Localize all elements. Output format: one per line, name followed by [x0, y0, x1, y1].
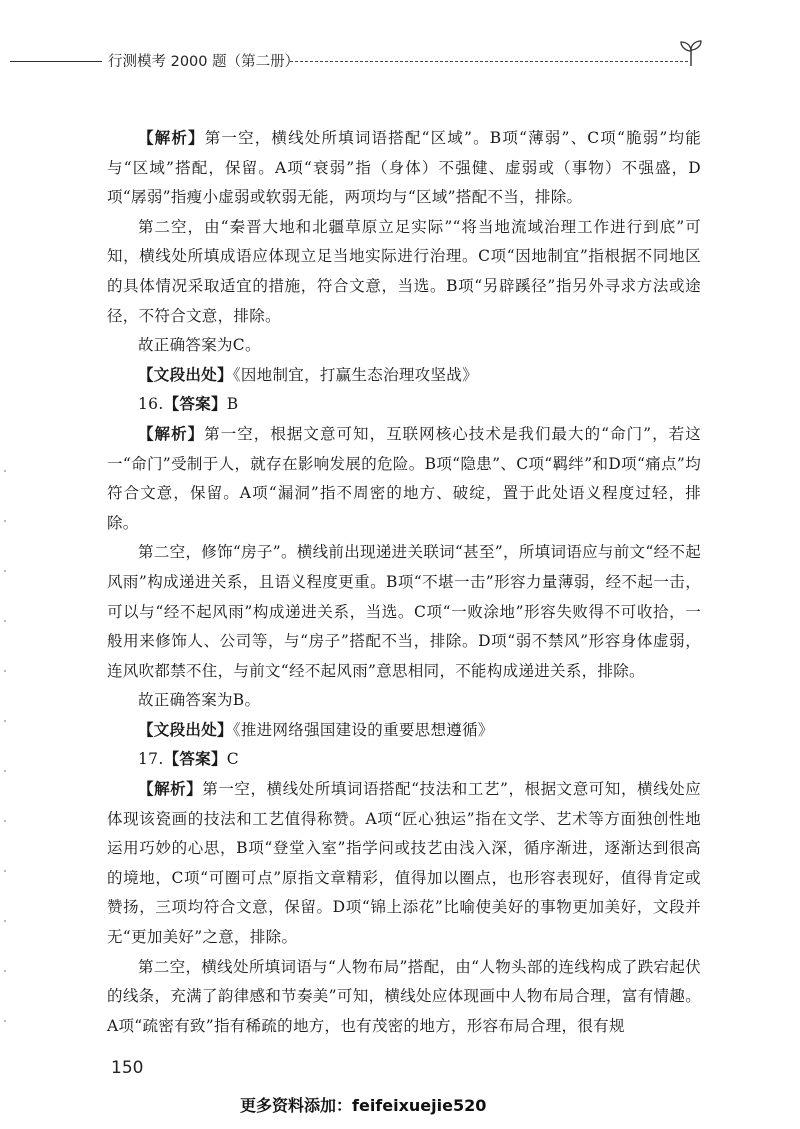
question-number: 17.: [138, 750, 164, 769]
question-number: 16.: [138, 395, 164, 414]
paragraph: [107, 213, 701, 331]
paragraph-text: 《推进网络强国建设的重要思想遵循》: [232, 720, 494, 739]
header-rule-left: [10, 61, 102, 62]
paragraph-text: 第一空，横线处所填词语搭配“技法和工艺”，根据文意可知，横线处应体现该瓷画的技法和工艺值得称赞。A项“匠心独运”指在文学、艺术等方面独创性地运用巧妙的心思，B项“登堂入室”指学问或技艺由浅入深，循序渐进，逐渐达到很高的境地，C项“可圈可点”原指文章精彩，值得加以圈点，也形容表现好，值得肯定或赞扬，三项均符合文意，保留。D项“锦上添花”比喻使美好的事物更加美好，文段并无“更加美好”之意，排除。: [107, 780, 702, 947]
page-header: [0, 44, 800, 78]
paragraph: [107, 716, 701, 746]
page-number: 150: [111, 1058, 144, 1078]
paragraph: [107, 124, 701, 213]
page-body: [107, 124, 701, 1041]
paragraph: [107, 331, 701, 361]
answer-line: [107, 745, 701, 775]
header-title: 行测模考 2000 题（第二册）: [108, 54, 300, 70]
paragraph-text: 故正确答案为B。: [138, 691, 261, 710]
section-tag: 【解析】: [138, 424, 205, 443]
paragraph-text: 第二空，修饰“房子”。横线前出现递进关联词“甚至”，所填词语应与前文“经不起风雨”构成递进关系，且语义程度更重。B项“不堪一击”形容力量薄弱，经不起一击，可以与“经不起风雨”构成递进关系，当选。C项“一败涂地”形容失败得不可收拾，一般用来修饰人、公司等，与“房子”搭配不当，排除。D项“弱不禁风”形容身体虚弱，连风吹都禁不住，与前文“经不起风雨”意思相同，不能构成递进关系，排除。: [107, 543, 701, 680]
section-tag: 【文段出处】: [138, 365, 233, 384]
paragraph: [107, 953, 701, 1042]
paragraph-text: 第一空，根据文意可知，互联网核心技术是我们最大的“命门”，若这一“命门”受制于人，就存在影响发展的危险。B项“隐患”、C项“羁绊”和D项“痛点”均符合文意，保留。A项“漏洞”指不周密的地方、破绽，置于此处语义程度过轻，排除。: [107, 424, 702, 532]
paragraph-text: 《因地制宜，打赢生态治理攻坚战》: [232, 365, 478, 384]
section-tag: 【文段出处】: [138, 720, 233, 739]
paragraph-text: 第二空，横线处所填词语与“人物布局”搭配，由“人物头部的连线构成了跌宕起伏的线条，充满了韵律感和节奏美”可知，横线处应体现画中人物布局合理，富有情趣。A项“疏密有致”指有稀疏的地方，也有茂密的地方，形容布局合理，很有规: [107, 957, 701, 1035]
paragraph-text: 第二空，由“秦晋大地和北疆草原立足实际”“将当地流域治理工作进行到底”可知，横线处所填成语应体现立足当地实际进行治理。C项“因地制宜”指根据不同地区的具体情况采取适宜的措施，符合文意，当选。B项“另辟蹊径”指另外寻求方法或途径，不符合文意，排除。: [107, 217, 701, 325]
answer-line: [107, 390, 701, 420]
answer-tag: 【答案】: [163, 395, 227, 414]
scan-edge-marks: [4, 470, 8, 1110]
section-tag: 【解析】: [138, 129, 205, 147]
answer-tag: 【答案】: [163, 750, 227, 769]
answer-value: B: [226, 395, 239, 414]
section-tag: 【解析】: [138, 780, 203, 799]
paragraph: [107, 686, 701, 716]
footer-note: 更多资料添加：feifeixuejie520: [240, 1096, 487, 1115]
answer-value: C: [226, 750, 239, 769]
paragraph-text: 第一空，横线处所填词语搭配“区域”。B项“薄弱”、C项“脆弱”均能与“区域”搭配，保留。A项“衰弱”指（身体）不强健、虚弱或（事物）不强盛，D项“孱弱”指瘦小虚弱或软弱无能，两项均与“区域”搭配不当，排除。: [107, 129, 701, 207]
paragraph: [107, 538, 701, 686]
header-rule-right: [290, 61, 688, 62]
paragraph: [107, 420, 701, 538]
sprout-icon: [678, 38, 704, 68]
paragraph: [107, 775, 701, 953]
paragraph-text: 故正确答案为C。: [138, 336, 261, 355]
paragraph: [107, 361, 701, 391]
